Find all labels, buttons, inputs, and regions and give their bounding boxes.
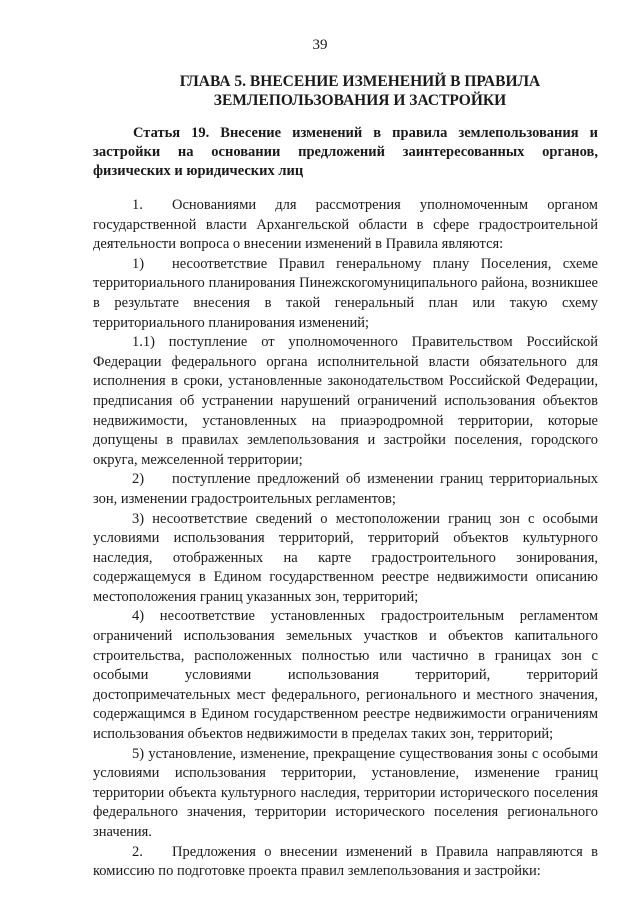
paragraph-number: 1. [132,197,143,213]
paragraph-1 [93,196,598,255]
paragraph-1-4 [93,607,598,744]
paragraph-text: Предложения о внесении изменений в Правила направляются в комиссию по подготовке проекта правил землепользования и застройки: [93,843,598,880]
paragraph-text: 1.1) поступление от уполномоченного Правительством Российской Федерации федерального органа исполнительной власти обязательного для исполнения в сроки, установленные законодательством Российской Федерации, предписания об устранении нарушений ограничений использования объектов недвижимости, установленных на приаэродромной территории, которые допущены в правилах землепользования и застройки поселения, городского округа, межселенной территории; [93,334,598,468]
chapter-title-line-1: ГЛАВА 5. ВНЕСЕНИЕ ИЗМЕНЕНИЙ В ПРАВИЛА [179,73,541,90]
paragraph-text: 4) несоответствие установленных градостроительным регламентом ограничений использования земельных участков и объектов капитального строительства, расположенных полностью или частично в границах зон с особыми условиями использования территорий, территорий достопримечательных мест федерального, регионального и местного значения, содержащимся в Едином государственном реестре недвижимости ограничениям использования объектов недвижимости в пределах таких зон, территорий; [93,608,598,743]
paragraph-number: 1) [132,255,145,272]
paragraph-1-3 [93,510,598,608]
paragraph-1-1-1 [93,333,598,470]
chapter-title-line-2: ЗЕМЛЕПОЛЬЗОВАНИЯ И ЗАСТРОЙКИ [213,92,507,109]
paragraph-text: 3) несоответствие сведений о местоположении границ зон с особыми условиями использования территорий, территорий объектов культурного наследия, отображенных на карте градостроительного зонирования, содержащемуся в Едином государственном реестре недвижимости описанию местоположения границ указанных зон, территорий; [93,510,598,605]
paragraph-1-1 [93,255,598,333]
paragraph-1-2 [93,470,598,509]
paragraph-text: 5) установление, изменение, прекращение существования зоны с особыми условиями использования территории, установление, изменение границ территории объекта культурного наследия, территории исторического поселения федерального значения, территории исторического поселения регионального значения. [93,745,598,840]
paragraph-text: несоответствие Правил генеральному плану Поселения, схеме территориального планирования Пинежскогомуниципального района, возникшее в результате внесения в такой генеральный план или такую схему территориального планирования изменений; [93,255,598,331]
document-body [93,196,598,882]
chapter-title [150,72,570,110]
paragraph-2 [93,843,598,882]
paragraph-text: поступление предложений об изменении границ территориальных зон, изменении градостроительных регламентов; [93,471,598,507]
paragraph-text: Основаниями для рассмотрения уполномоченным органом государственной власти Архангельской области в сфере градостроительной деятельности вопроса о внесении изменений в Правила являются: [93,197,598,253]
paragraph-number: 2. [132,843,143,860]
paragraph-1-5 [93,745,598,843]
article-title: Статья 19. Внесение изменений в правила землепользования и застройки на основании предложений заинтересованных органов, физических и юридических лиц [93,125,598,179]
page-number: 39 [312,37,328,53]
paragraph-number: 2) [132,471,145,488]
